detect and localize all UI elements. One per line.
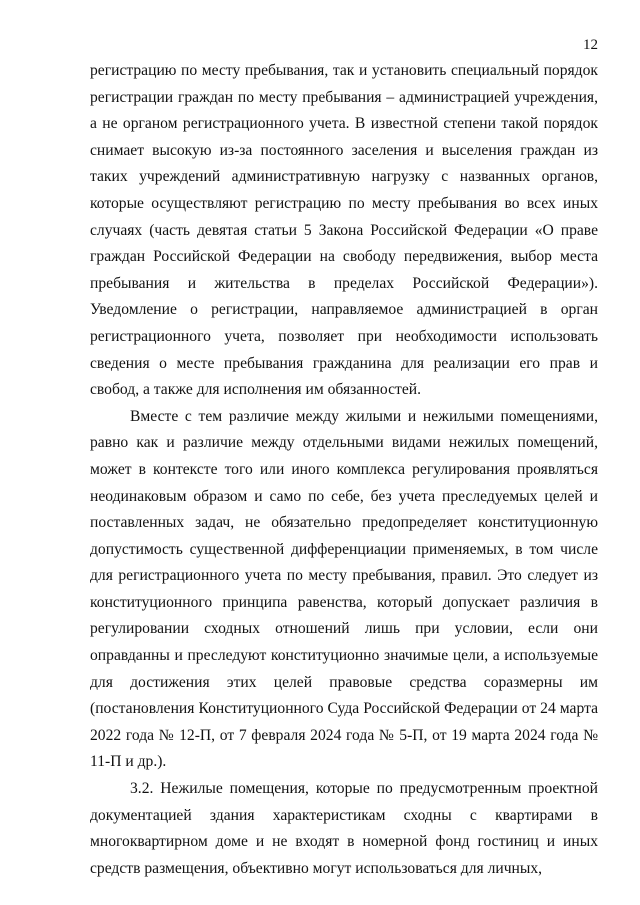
document-body xyxy=(90,58,598,882)
page-number: 12 xyxy=(583,37,598,53)
paragraph-continuation: регистрацию по месту пребывания, так и установить специальный порядок регистрации граждан по месту пребывания – администрацией учреждения, а не органом регистрационного учета. В известной степени такой порядок снимает высокую из-за постоянного заселения и выселения граждан из таких учреждений административную нагрузку с названных органов, которые осуществляют регистрацию по месту пребывания во всех иных случаях (часть девятая статьи 5 Закона Российской Федерации «О праве граждан Российской Федерации на свободу передвижения, выбор места пребывания и жительства в пределах Российской Федерации»). Уведомление о регистрации, направляемое администрацией в орган регистрационного учета, позволяет при необходимости использовать сведения о месте пребывания гражданина для реализации его прав и свобод, а также для исполнения им обязанностей. xyxy=(90,62,598,399)
paragraph-differences: Вместе с тем различие между жилыми и нежилыми помещениями, равно как и различие между отдельными видами нежилых помещений, может в контексте того или иного комплекса регулирования проявляться неодинаковым образом и само по себе, без учета преследуемых целей и поставленных задач, не обязательно предопределяет конституционную допустимость существенной дифференциации применяемых, в том числе для регистрационного учета по месту пребывания, правил. Это следует из конституционного принципа равенства, который допускает различия в регулировании сходных отношений лишь при условии, если они оправданны и преследуют конституционно значимые цели, а используемые для достижения этих целей правовые средства соразмерны им (постановления Конституционного Суда Российской Федерации от 24 марта 2022 года № 12-П, от 7 февраля 2024 года № 5-П, от 19 марта 2024 года № 11-П и др.). xyxy=(90,407,598,771)
paragraph-section-3-2: 3.2. Нежилые помещения, которые по предусмотренным проектной документацией здания характеристикам сходны с квартирами в многоквартирном доме и не входят в номерной фонд гостиниц и иных средств размещения, объективно могут использоваться для личных, xyxy=(90,780,598,877)
